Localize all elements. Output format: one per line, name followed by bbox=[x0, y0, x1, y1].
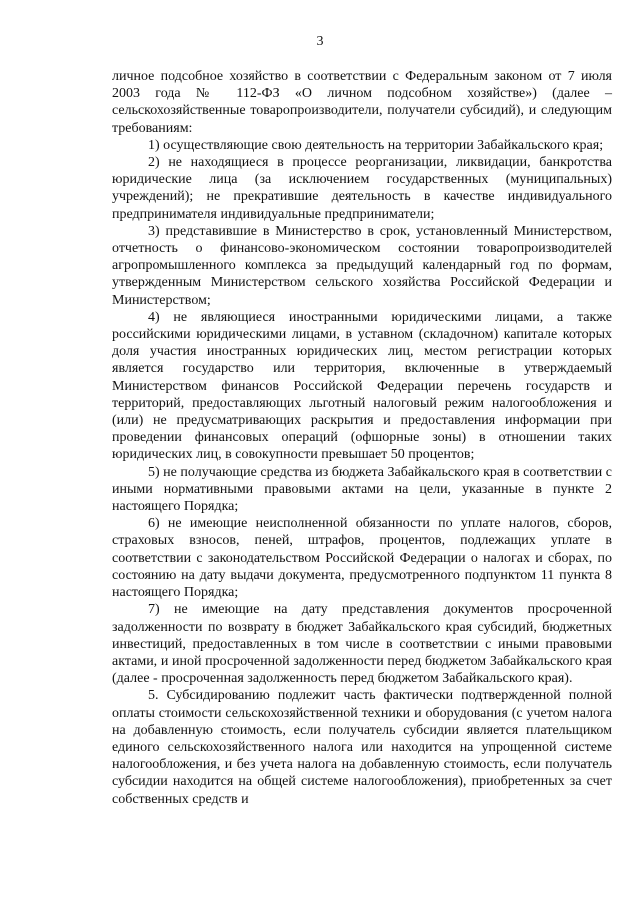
paragraph-requirement-3: 3) представившие в Министерство в срок, установленный Министерством, отчетность о финансово-экономическом состоянии товаропроизводителей агропромышленного комплекса за предыдущий календарный год по формам, утвержденным Министерством сельского хозяйства Российской Федерации и Министерством; bbox=[112, 223, 612, 308]
document-body bbox=[112, 68, 612, 808]
paragraph-requirement-2: 2) не находящиеся в процессе реорганизации, ликвидации, банкротства юридические лица (за исключением государственных (муниципальных) учреждений); не прекратившие деятельность в качестве индивидуального предпринимателя индивидуальные предприниматели; bbox=[112, 155, 612, 222]
paragraph-item-5: 5. Субсидированию подлежит часть фактически подтвержденной полной оплаты стоимости сельскохозяйственной техники и оборудования (с учетом налога на добавленную стоимость, если получатель субсидии является плательщиком единого сельскохозяйственного налога или находится на упрощенной системе налогообложения, и без учета налога на добавленную стоимость, если получатель субсидии находится на общей системе налогообложения), приобретенных за счет собственных средств и bbox=[112, 688, 612, 807]
paragraph-requirement-4: 4) не являющиеся иностранными юридическими лицами, а также российскими юридическими лицами, в уставном (складочном) капитале которых доля участия иностранных юридических лиц, местом регистрации которых является государство или территория, включенные в утверждаемый Министерством финансов Российской Федерации перечень государств и территорий, предоставляющих льготный налоговый режим налогообложения и (или) не предусматривающих раскрытия и предоставления информации при проведении финансовых операций (офшорные зоны) в отношении таких юридических лиц, в совокупности превышает 50 процентов; bbox=[112, 309, 612, 463]
paragraph-requirement-7: 7) не имеющие на дату представления документов просроченной задолженности по возврату в бюджет Забайкальского края субсидий, бюджетных инвестиций, предоставленных в том числе в соответствии с иными правовыми актами, и иной просроченной задолженности перед бюджетом Забайкальского края (далее - просроченная задолженность перед бюджетом Забайкальского края). bbox=[112, 602, 612, 687]
paragraph-intro: личное подсобное хозяйство в соответствии с Федеральным законом от 7 июля 2003 года № 112-ФЗ «О личном подсобном хозяйстве») (далее – сельскохозяйственные товаропроизводители, получатели субсидий), и следующим требованиям: bbox=[112, 69, 612, 136]
paragraph-requirement-5: 5) не получающие средства из бюджета Забайкальского края в соответствии с иными нормативными правовыми актами на цели, указанные в пункте 2 настоящего Порядка; bbox=[112, 464, 612, 515]
page-number: 3 bbox=[316, 34, 324, 49]
paragraph-requirement-1: 1) осуществляющие свою деятельность на территории Забайкальского края; bbox=[148, 137, 604, 153]
paragraph-requirement-6: 6) не имеющие неисполненной обязанности по уплате налогов, сборов, страховых взносов, пеней, штрафов, процентов, подлежащих уплате в соответствии с законодательством Российской Федерации о налогах и сборах, по состоянию на дату выдачи документа, предусмотренного подпунктом 11 пункта 8 настоящего Порядка; bbox=[112, 516, 612, 601]
